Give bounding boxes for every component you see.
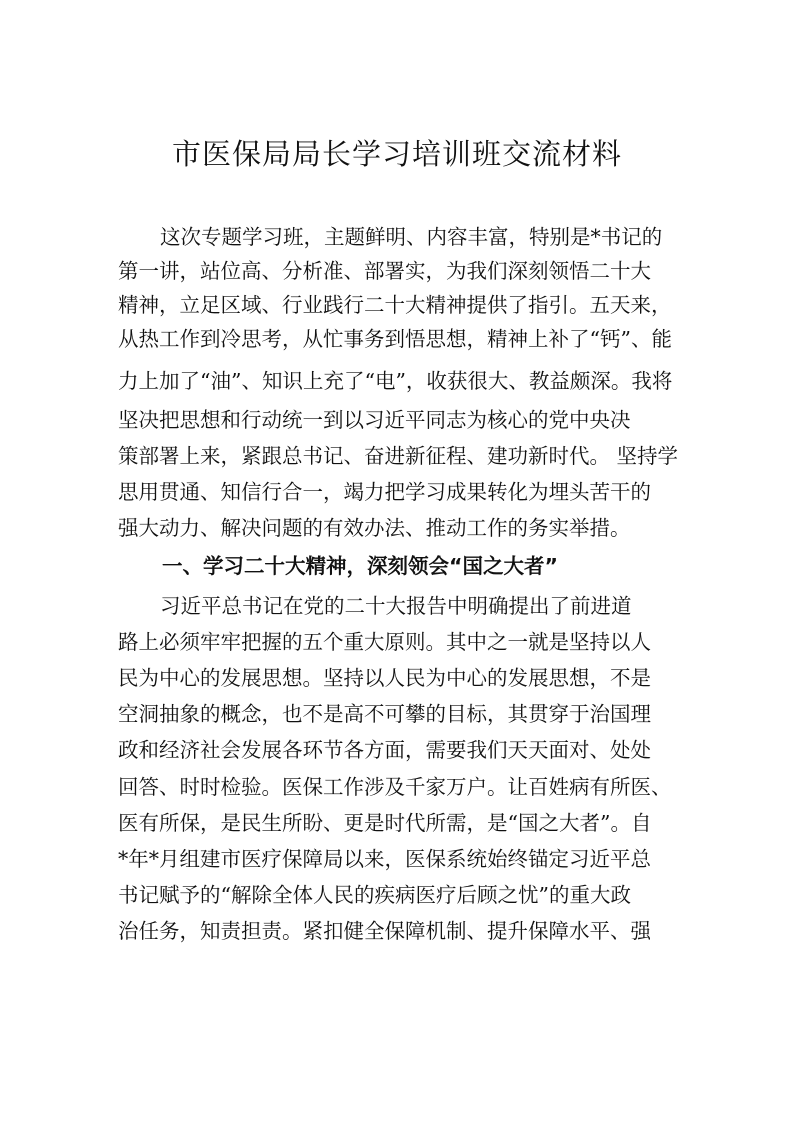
section-heading: 一、学习二十大精神，深刻领会“国之大者” xyxy=(162,554,558,578)
paragraph-line: 治任务，知责担责。紧扣健全保障机制、提升保障水平、强 xyxy=(118,919,651,943)
paragraph-line: 政和经济社会发展各环节各方面，需要我们天天面对、处处 xyxy=(118,738,651,762)
paragraph-line: 思用贯通、知信行合一，竭力把学习成果转化为埋头苦干的 xyxy=(118,480,651,504)
paragraph-line: 强大动力、解决问题的有效办法、推动工作的务实举措。 xyxy=(118,516,631,540)
paragraph-line: 空洞抽象的概念，也不是高不可攀的目标，其贯穿于治国理 xyxy=(118,702,651,726)
paragraph-line: 第一讲，站位高、分析准、部署实，为我们深刻领悟二十大 xyxy=(118,259,651,283)
paragraph-line: 习近平总书记在党的二十大报告中明确提出了前进道 xyxy=(160,594,632,618)
paragraph-line: 力上加了“油”、知识上充了“电”，收获很大、教益颇深。我将 xyxy=(118,369,673,393)
paragraph-line: 坚决把思想和行动统一到以习近平同志为核心的党中央决 xyxy=(118,408,631,432)
paragraph-line: 路上必须牢牢把握的五个重大原则。其中之一就是坚持以人 xyxy=(118,630,651,654)
paragraph-line: 策部署上来，紧跟总书记、奋进新征程、建功新时代。 坚持学 xyxy=(118,444,679,468)
paragraph-line: 精神，立足区域、行业践行二十大精神提供了指引。五天来， xyxy=(118,293,672,317)
paragraph-line: 从热工作到冷思考，从忙事务到悟思想，精神上补了“钙”、能 xyxy=(118,327,672,351)
paragraph-line: 医有所保，是民生所盼、更是时代所需，是“国之大者”。自 xyxy=(118,811,652,835)
paragraph-line: 回答、时时检验。医保工作涉及千家万户。让百姓病有所医、 xyxy=(118,775,672,799)
paragraph-line: 民为中心的发展思想。坚持以人民为中心的发展思想，不是 xyxy=(118,666,651,690)
paragraph-line: *年*月组建市医疗保障局以来，医保系统始终锚定习近平总 xyxy=(118,847,651,871)
paragraph-line: 这次专题学习班，主题鲜明、内容丰富，特别是*书记的 xyxy=(160,225,663,249)
paragraph-line: 书记赋予的“解除全体人民的疾病医疗后顾之忧”的重大政 xyxy=(118,883,631,907)
document-title: 市医保局局长学习培训班交流材料 xyxy=(171,137,622,171)
